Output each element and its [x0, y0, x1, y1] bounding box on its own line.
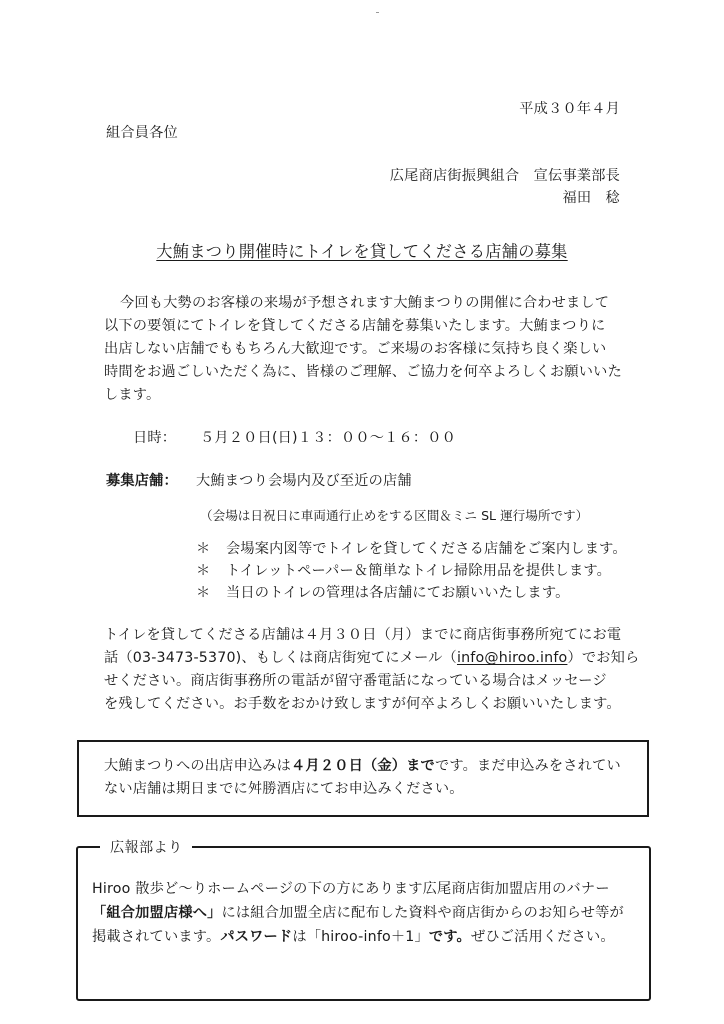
contact-line: せください。商店街事務所の電話が留守番電話になっている場合はメッセージ [104, 673, 607, 689]
bullet-item: ＊ トイレットペーパー＆簡単なトイレ掃除用品を提供します。 [196, 560, 627, 582]
datetime-label: 日時： [133, 430, 177, 446]
intro-line: します。 [104, 387, 161, 403]
pr-line: 掲載されています。パスワードは「hiroo-info＋1」です。ぜひご活用ください。 [92, 929, 615, 945]
pr-text [92, 877, 624, 949]
recruit-note: （会場は日祝日に車両通行止めをする区間＆ミニ SL 運行場所です） [200, 508, 589, 523]
asterisk-icon: ＊ [196, 585, 211, 601]
sender-name: 福田 稔 [562, 190, 620, 206]
intro-line: 時間をお過ごしいただく為に、皆様のご理解、ご協力を何卒よろしくお願いいた [104, 364, 622, 380]
bullet-item: ＊ 会場案内図等でトイレを貸してくださる店舗をご案内します。 [196, 538, 627, 560]
intro-paragraph [104, 292, 622, 407]
intro-line: 以下の要領にてトイレを貸してくださる店舗を募集いたします。大鮪まつりに [104, 318, 606, 334]
recruit-label: 募集店舗： [106, 473, 178, 489]
deadline-text [104, 755, 621, 801]
pr-label: 広報部より [100, 837, 192, 857]
recipient: 組合員各位 [106, 125, 178, 141]
deadline-line: ない店舗は期日までに舛勝酒店にてお申込みください。 [104, 781, 464, 797]
contact-line: を残してください。お手数をおかけ致しますが何卒よろしくお願いいたします。 [104, 696, 621, 712]
member-banner-label: 「組合加盟店様へ」 [92, 905, 222, 921]
contact-line: 話（03-3473-5370)、もしくは商店街宛てにメール（info@hiroo.info）でお知ら [104, 650, 640, 666]
asterisk-icon: ＊ [196, 563, 211, 579]
scan-speck [376, 12, 379, 13]
recruit-value: 大鮪まつり会場内及び至近の店舗 [196, 473, 412, 489]
contact-paragraph [104, 624, 639, 716]
email-link[interactable]: info@hiroo.info [456, 650, 568, 666]
intro-line: 今回も大勢のお客様の来場が予想されます大鮪まつりの開催に合わせまして [120, 295, 610, 311]
sender-org: 広尾商店街振興組合 宣伝事業部長 [389, 168, 620, 184]
asterisk-icon: ＊ [196, 541, 211, 557]
pr-line: Hiroo 散歩ど～りホームページの下の方にあります広尾商店街加盟店用のバナー [92, 881, 610, 897]
pr-line: 「組合加盟店様へ」には組合加盟全店に配布した資料や商店街からのお知らせ等が [92, 905, 624, 921]
intro-line: 出店しない店舗でももちろん大歓迎です。ご来場のお客様に気持ち良く楽しい [104, 341, 607, 357]
contact-line: トイレを貸してくださる店舗は４月３０日（月）までに商店街事務所宛てにお電 [104, 627, 622, 643]
document-title: 大鮪まつり開催時にトイレを貸してくださる店舗の募集 [156, 242, 568, 261]
deadline-line: 大鮪まつりへの出店申込みは４月２０日（金）までです。まだ申込みをされてい [104, 758, 621, 774]
datetime-value: ５月２０日(日)１３：００～１６：００ [200, 430, 457, 446]
date: 平成３０年４月 [519, 101, 620, 117]
bullet-item: ＊ 当日のトイレの管理は各店舗にてお願いいたします。 [196, 582, 627, 604]
bullet-list [196, 538, 627, 604]
deadline-date: ４月２０日（金）まで [291, 758, 435, 774]
